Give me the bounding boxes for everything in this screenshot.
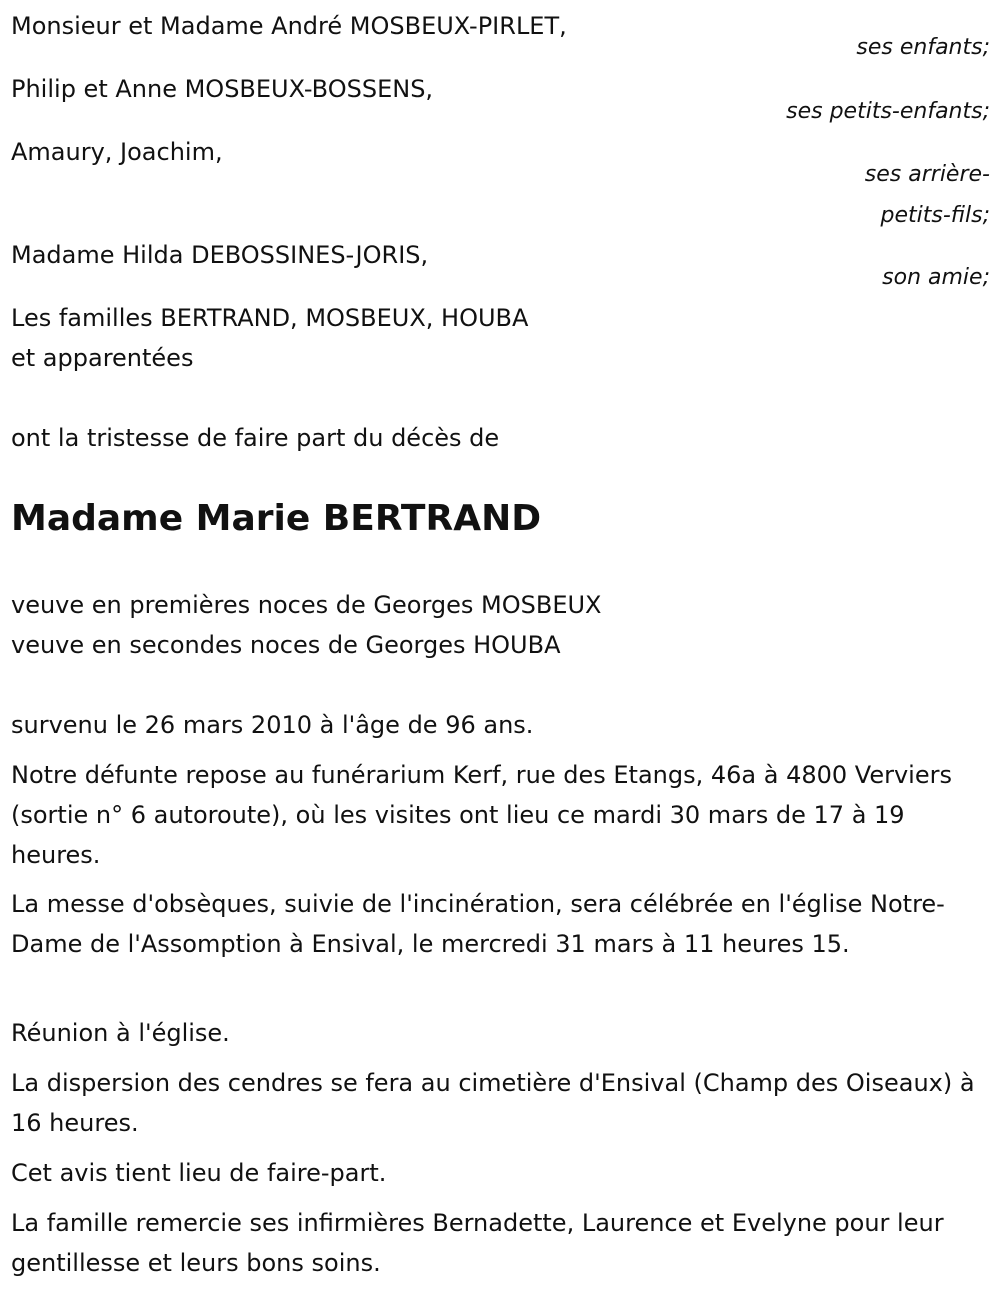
paragraph-notice: Cet avis tient lieu de faire-part. xyxy=(11,1159,387,1187)
families-line1: Les familles BERTRAND, MOSBEUX, HOUBA xyxy=(11,304,529,332)
family-member-name: Madame Hilda DEBOSSINES-JORIS, xyxy=(11,241,429,269)
announcement: ont la tristesse de faire part du décès de xyxy=(11,424,500,452)
family-relation-line2: petits-fils; xyxy=(880,203,990,228)
families-line2: et apparentées xyxy=(11,344,194,372)
widow-line2: veuve en secondes noces de Georges HOUBA xyxy=(11,631,561,659)
paragraph-ashes: La dispersion des cendres se fera au cimetière d'Ensival (Champ des Oiseaux) à 16 heures. xyxy=(11,1069,975,1137)
family-member-name: Philip et Anne MOSBEUX-BOSSENS, xyxy=(11,75,434,103)
paragraph-reunion: Réunion à l'église. xyxy=(11,1019,230,1047)
family-relation: son amie; xyxy=(882,265,990,290)
family-relation: ses petits-enfants; xyxy=(786,99,990,124)
paragraph-funerarium: Notre défunte repose au funérarium Kerf, rue des Etangs, 46a à 4800 Verviers (sortie n° 6 autoroute), où les visites ont lieu ce mardi 30 mars de 17 à 19 heures. xyxy=(11,761,952,869)
family-relation: ses enfants; xyxy=(856,35,990,60)
family-member-name: Amaury, Joachim, xyxy=(11,138,223,166)
paragraph-mass: La messe d'obsèques, suivie de l'incinération, sera célébrée en l'église Notre-Dame de l'Assomption à Ensival, le mercredi 31 mars à 11 heures 15. xyxy=(11,890,945,958)
deceased-name: Madame Marie BERTRAND xyxy=(11,498,542,539)
paragraph-thanks: La famille remercie ses infirmières Bernadette, Laurence et Evelyne pour leur gentillesse et leurs bons soins. xyxy=(11,1209,944,1277)
family-member-name: Monsieur et Madame André MOSBEUX-PIRLET, xyxy=(11,12,567,40)
family-relation-line1: ses arrière- xyxy=(864,162,990,187)
widow-line1: veuve en premières noces de Georges MOSBEUX xyxy=(11,591,602,619)
death-info: survenu le 26 mars 2010 à l'âge de 96 ans. xyxy=(11,711,534,739)
